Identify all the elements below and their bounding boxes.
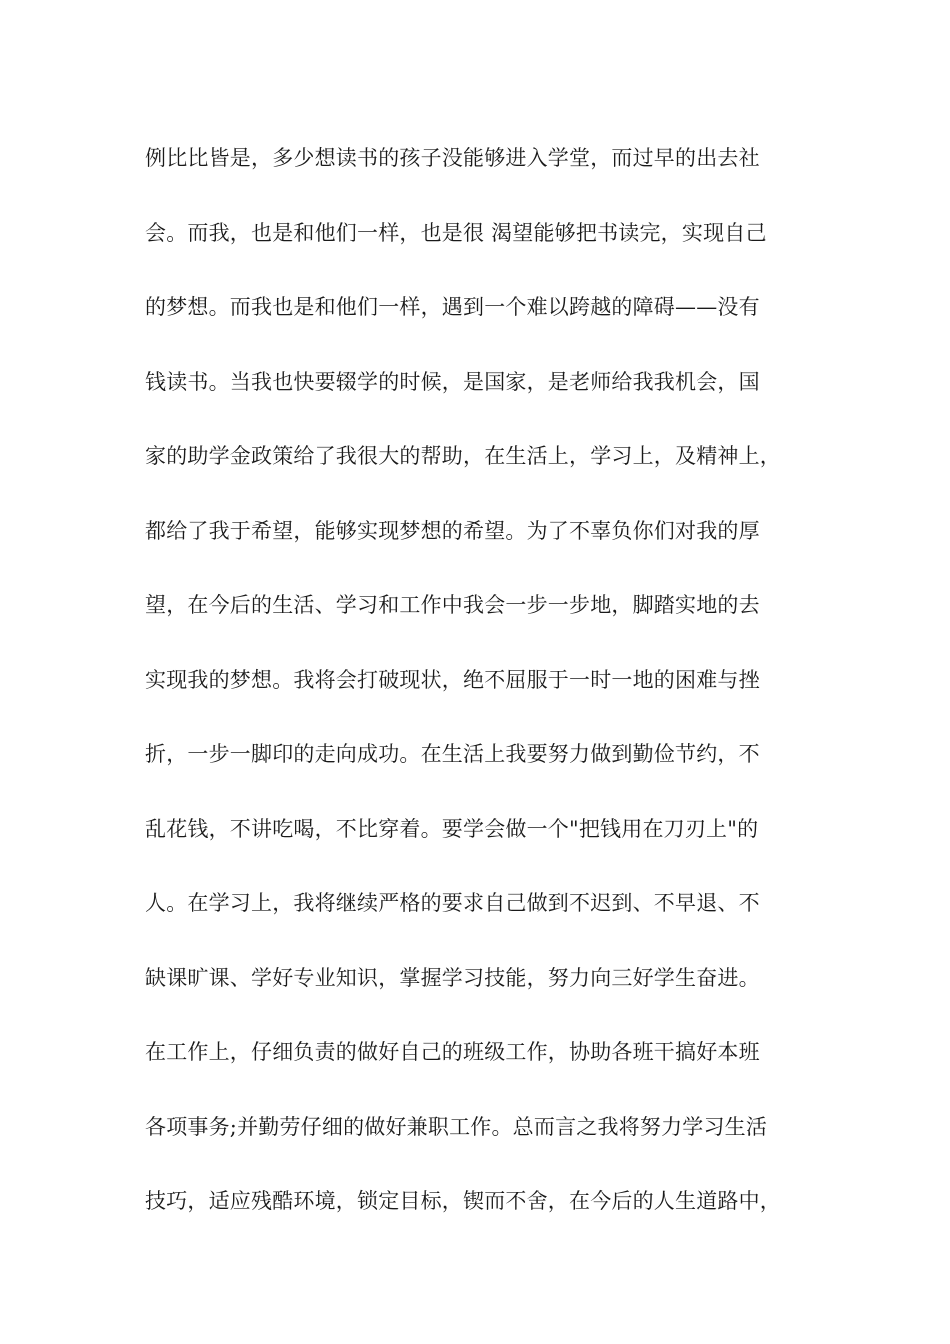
- text-line: 缺课旷课、学好专业知识，掌握学习技能，努力向三好学生奋进。: [145, 965, 760, 990]
- text-line: 各项事务;并勤劳仔细的做好兼职工作。总而言之我将努力学习生活: [145, 1114, 768, 1139]
- text-line: 乱花钱，不讲吃喝，不比穿着。要学会做一个"把钱用在刀刃上"的: [145, 816, 759, 841]
- text-line: 在工作上，仔细负责的做好自己的班级工作，协助各班干搞好本班: [145, 1040, 760, 1064]
- text-line: 技巧，适应残酷环境，锁定目标，锲而不舍，在今后的人生道路中，: [145, 1189, 781, 1213]
- text-line: 折，一步一脚印的走向成功。在生活上我要努力做到勤俭节约，不: [145, 742, 760, 766]
- text-line: 人。在学习上，我将继续严格的要求自己做到不迟到、不早退、不: [145, 891, 760, 915]
- text-line: 望，在今后的生活、学习和工作中我会一步一步地，脚踏实地的去: [145, 593, 760, 617]
- text-line: 的梦想。而我也是和他们一样，遇到一个难以跨越的障碍——没有: [145, 295, 760, 319]
- text-line: 实现我的梦想。我将会打破现状，绝不屈服于一时一地的困难与挫: [145, 667, 760, 692]
- text-line: 家的助学金政策给了我很大的帮助，在生活上，学习上，及精神上，: [145, 444, 781, 468]
- text-line: 钱读书。当我也快要辍学的时候，是国家，是老师给我我机会，国: [145, 369, 760, 394]
- text-line: 都给了我于希望，能够实现梦想的希望。为了不辜负你们对我的厚: [145, 518, 760, 543]
- text-line: 例比比皆是，多少想读书的孩子没能够进入学堂，而过早的出去社: [145, 146, 760, 170]
- text-line: 会。而我，也是和他们一样，也是很 渴望能够把书读完，实现自己: [145, 220, 767, 245]
- body-text: [145, 128, 835, 1246]
